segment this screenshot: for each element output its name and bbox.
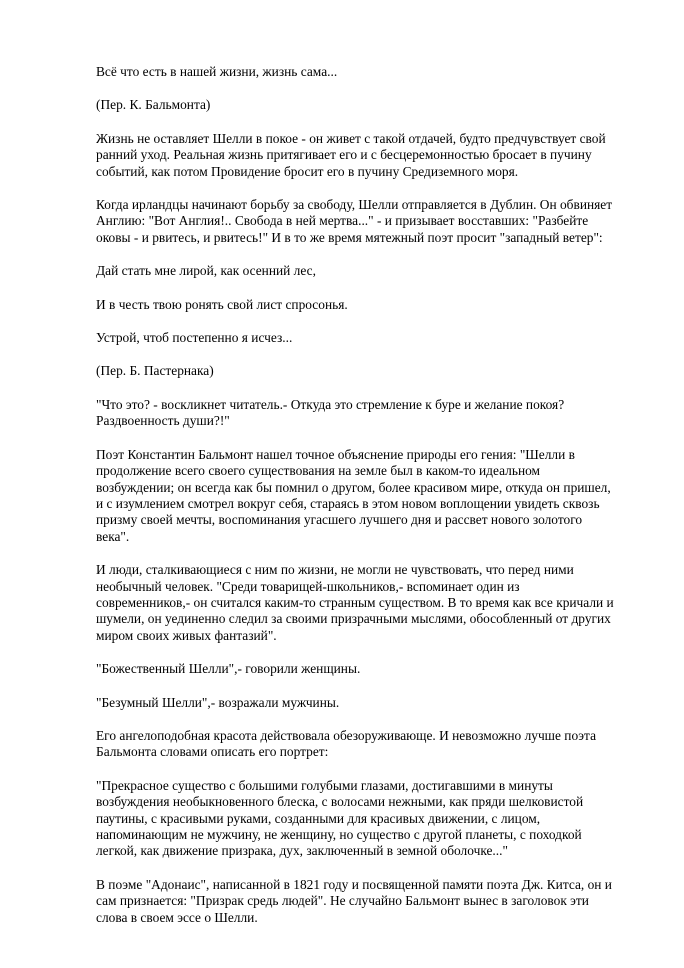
body-paragraph: Жизнь не оставляет Шелли в покое - он живет с такой отдачей, будто предчувствует свой ранний уход. Реальная жизнь притягивает его и с бесцеремонностью бросает в пучину событий, как потом Провидение бросит его в пучину Средиземного моря. (96, 130, 606, 179)
translator-credit: (Пер. К. Бальмонта) (96, 97, 211, 113)
verse-line: Устрой, чтоб постепенно я исчез... (96, 330, 293, 346)
translator-credit: (Пер. Б. Пастернака) (96, 363, 214, 379)
verse-line: И в честь твою ронять свой лист спросонья. (96, 296, 348, 312)
body-paragraph: "Что это? - воскликнет читатель.- Откуда это стремление к буре и желание покоя? Раздвоенность души?!" (96, 396, 565, 429)
body-paragraph: В поэме "Адонаис", написанной в 1821 году и посвященной памяти поэта Дж. Китса, он и сам признается: "Призрак средь людей". Не случайно Бальмонт вынес в заголовок эти слова в своем эссе о Шелли. (96, 876, 612, 925)
body-paragraph: Его ангелоподобная красота действовала обезоруживающе. И невозможно лучше поэта Бальмонта словами описать его портрет: (96, 727, 597, 760)
body-paragraph: "Безумный Шелли",- возражали мужчины. (96, 694, 340, 710)
body-paragraph: "Божественный Шелли",- говорили женщины. (96, 661, 361, 677)
epigraph-line: Всё что есть в нашей жизни, жизнь сама... (96, 64, 338, 79)
quote-paragraph: "Прекрасное существо с большими голубыми глазами, достигавшими в минуты возбуждения необыкновенного блеска, с волосами нежными, как пряди шелковистой паутины, с красивыми руками, созданными для красивых движении, с лицом, напоминающим не мужчину, не женщину, но существо с другой планеты, с походкой легкой, как движение призрака, дух, заключенный в земной оболочке..." (96, 777, 584, 859)
body-paragraph: Когда ирландцы начинают борьбу за свободу, Шелли отправляется в Дублин. Он обвиняет Англию: "Вот Англия!.. Свобода в ней мертва..." - и призывает восставших: "Разбейте оковы - и рвитесь, и рвитесь!" И в то же время мятежный поэт просит "западный ветер": (96, 197, 613, 245)
body-paragraph: Поэт Константин Бальмонт нашел точное объяснение природы его гения: "Шелли в продолжение всего своего существования на земле был в каком-то идеальном возбуждении; он всегда как бы помнил о другом, более красивом мире, откуда он пришел, и с изумлением смотрел вокруг себя, стараясь в этом новом воплощении увидеть сквозь призму своей мечты, воспоминания угасшего лучшего дня и рассвет нового золотого века". (96, 446, 611, 544)
verse-line: Дай стать мне лирой, как осенний лес, (96, 263, 316, 279)
document-page (96, 64, 644, 943)
body-paragraph: И люди, сталкивающиеся с ним по жизни, не могли не чувствовать, что перед ними необычный человек. "Среди товарищей-школьников,- вспоминает один из современников,- он считался каким-то странным существом. В то время как все кричали и шумели, он уединенно следил за своими призрачными мыслями, обособленный от других миром своих живых фантазий". (96, 562, 614, 643)
